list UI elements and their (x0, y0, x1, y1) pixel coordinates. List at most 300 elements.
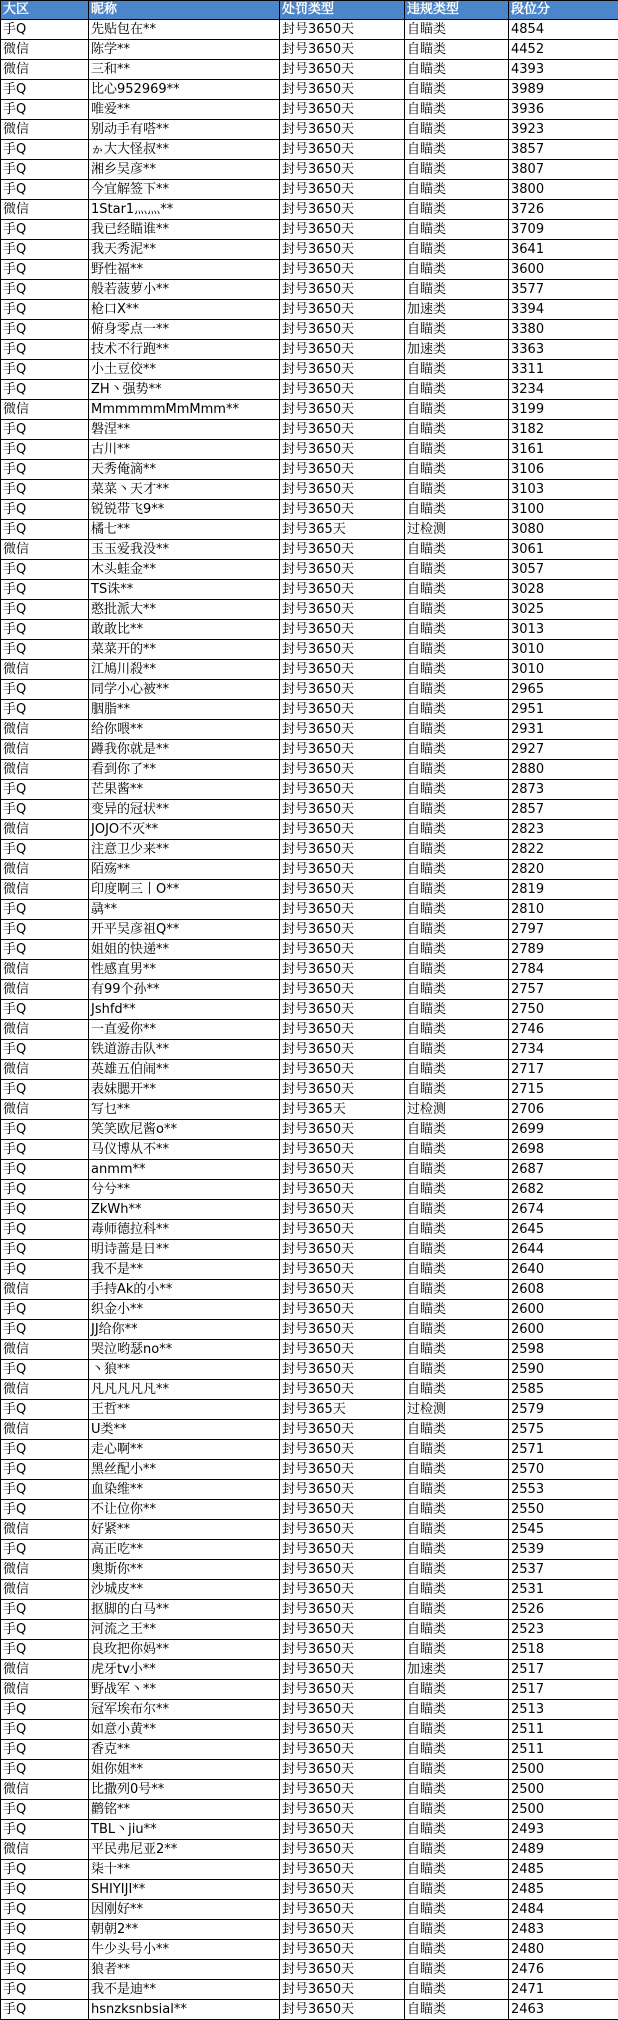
penalty-type-cell: 封号3650天 (280, 1000, 405, 1020)
region-cell: 手Q (1, 1500, 89, 1520)
region-cell: 手Q (1, 1860, 89, 1880)
region-cell: 手Q (1, 1640, 89, 1660)
penalty-type-cell: 封号3650天 (280, 560, 405, 580)
region-cell: 手Q (1, 520, 89, 540)
region-cell: 手Q (1, 1180, 89, 1200)
violation-type-cell: 自瞄类 (405, 1700, 509, 1720)
penalty-type-cell: 封号365天 (280, 520, 405, 540)
region-cell: 手Q (1, 480, 89, 500)
region-cell: 微信 (1, 1280, 89, 1300)
violation-type-cell: 自瞄类 (405, 1040, 509, 1060)
penalty-type-cell: 封号3650天 (280, 1180, 405, 1200)
nickname-cell: 湘乡吴彦** (89, 160, 280, 180)
rank-score-cell: 2480 (509, 1940, 618, 1960)
rank-score-cell: 2570 (509, 1460, 618, 1480)
table-row (1, 1480, 618, 1500)
penalty-type-cell: 封号3650天 (280, 1200, 405, 1220)
nickname-cell: 狼者** (89, 1960, 280, 1980)
penalty-type-cell: 封号3650天 (280, 980, 405, 1000)
region-cell: 手Q (1, 640, 89, 660)
region-cell: 手Q (1, 300, 89, 320)
violation-type-cell: 自瞄类 (405, 1960, 509, 1980)
rank-score-cell: 3600 (509, 260, 618, 280)
penalty-type-cell: 封号3650天 (280, 1020, 405, 1040)
penalty-type-cell: 封号3650天 (280, 1520, 405, 1540)
nickname-cell: 好紧** (89, 1520, 280, 1540)
region-cell: 微信 (1, 1380, 89, 1400)
rank-score-cell: 2526 (509, 1600, 618, 1620)
rank-score-cell: 2517 (509, 1660, 618, 1680)
violation-type-cell: 加速类 (405, 340, 509, 360)
table-row (1, 720, 618, 740)
nickname-cell: 天秀俺滴** (89, 460, 280, 480)
rank-score-cell: 2750 (509, 1000, 618, 1020)
penalty-type-cell: 封号3650天 (280, 900, 405, 920)
table-row (1, 1200, 618, 1220)
table-row (1, 960, 618, 980)
table-row (1, 860, 618, 880)
rank-score-cell: 2927 (509, 740, 618, 760)
nickname-cell: 高正吃** (89, 1540, 280, 1560)
penalty-type-cell: 封号3650天 (280, 400, 405, 420)
penalty-type-cell: 封号3650天 (280, 800, 405, 820)
rank-score-cell: 3010 (509, 660, 618, 680)
nickname-cell: 姐姐的快递** (89, 940, 280, 960)
nickname-cell: 明诗蔷是日** (89, 1240, 280, 1260)
nickname-cell: ZkWh** (89, 1200, 280, 1220)
nickname-cell: 哭泣哟瑟no** (89, 1340, 280, 1360)
region-cell: 手Q (1, 1480, 89, 1500)
violation-type-cell: 自瞄类 (405, 840, 509, 860)
table-row (1, 340, 618, 360)
violation-type-cell: 自瞄类 (405, 1500, 509, 1520)
violation-type-cell: 自瞄类 (405, 580, 509, 600)
nickname-cell: 英雄五伯闹** (89, 1060, 280, 1080)
table-row (1, 1280, 618, 1300)
rank-score-cell: 3103 (509, 480, 618, 500)
table-row (1, 240, 618, 260)
penalty-type-cell: 封号3650天 (280, 1320, 405, 1340)
violation-type-cell: 自瞄类 (405, 1980, 509, 2000)
violation-type-cell: 自瞄类 (405, 1920, 509, 1940)
violation-type-cell: 自瞄类 (405, 1260, 509, 1280)
rank-score-cell: 2511 (509, 1720, 618, 1740)
table-row (1, 620, 618, 640)
nickname-cell: 变异的冠状** (89, 800, 280, 820)
rank-score-cell: 3807 (509, 160, 618, 180)
nickname-cell: 良玫把你妈** (89, 1640, 280, 1660)
nickname-cell: 看到你了** (89, 760, 280, 780)
rank-score-cell: 2706 (509, 1100, 618, 1120)
nickname-cell: 印度啊三丨O** (89, 880, 280, 900)
region-cell: 微信 (1, 1340, 89, 1360)
violation-type-cell: 自瞄类 (405, 780, 509, 800)
nickname-cell: 开平吴彦祖Q** (89, 920, 280, 940)
nickname-cell: 有99个孙** (89, 980, 280, 1000)
penalty-type-cell: 封号3650天 (280, 1840, 405, 1860)
violation-type-cell: 自瞄类 (405, 1540, 509, 1560)
table-row (1, 480, 618, 500)
table-body (1, 20, 618, 2020)
rank-score-cell: 2715 (509, 1080, 618, 1100)
rank-score-cell: 4393 (509, 60, 618, 80)
table-row (1, 540, 618, 560)
table-row (1, 1500, 618, 1520)
violation-type-cell: 过检测 (405, 520, 509, 540)
header-violation-type: 违规类型 (405, 1, 509, 20)
nickname-cell: 丶狼** (89, 1360, 280, 1380)
table-row (1, 60, 618, 80)
nickname-cell: 我不是迪** (89, 1980, 280, 2000)
region-cell: 手Q (1, 1540, 89, 1560)
violation-type-cell: 自瞄类 (405, 420, 509, 440)
header-nickname: 昵称 (89, 1, 280, 20)
penalty-type-cell: 封号3650天 (280, 480, 405, 500)
rank-score-cell: 2483 (509, 1920, 618, 1940)
rank-score-cell: 3061 (509, 540, 618, 560)
table-row (1, 1100, 618, 1120)
table-row (1, 1160, 618, 1180)
nickname-cell: 虎牙tv小** (89, 1660, 280, 1680)
region-cell: 手Q (1, 920, 89, 940)
rank-score-cell: 2757 (509, 980, 618, 1000)
penalty-type-cell: 封号3650天 (280, 1780, 405, 1800)
penalty-type-cell: 封号3650天 (280, 40, 405, 60)
penalty-type-cell: 封号3650天 (280, 1760, 405, 1780)
violation-type-cell: 自瞄类 (405, 1340, 509, 1360)
region-cell: 手Q (1, 340, 89, 360)
nickname-cell: 香克** (89, 1740, 280, 1760)
violation-type-cell: 自瞄类 (405, 1800, 509, 1820)
violation-type-cell: 自瞄类 (405, 1780, 509, 1800)
table-row (1, 600, 618, 620)
rank-score-cell: 3010 (509, 640, 618, 660)
rank-score-cell: 3577 (509, 280, 618, 300)
violation-type-cell: 自瞄类 (405, 800, 509, 820)
violation-type-cell: 自瞄类 (405, 1320, 509, 1340)
region-cell: 手Q (1, 780, 89, 800)
nickname-cell: 一直爱你** (89, 1020, 280, 1040)
region-cell: 微信 (1, 1420, 89, 1440)
rank-score-cell: 2550 (509, 1500, 618, 1520)
violation-type-cell: 自瞄类 (405, 1720, 509, 1740)
violation-type-cell: 自瞄类 (405, 1880, 509, 1900)
table-row (1, 1820, 618, 1840)
nickname-cell: 奥斯你** (89, 1560, 280, 1580)
penalty-type-cell: 封号3650天 (280, 700, 405, 720)
table-row (1, 760, 618, 780)
rank-score-cell: 2523 (509, 1620, 618, 1640)
rank-score-cell: 2600 (509, 1300, 618, 1320)
region-cell: 手Q (1, 360, 89, 380)
table-row (1, 1040, 618, 1060)
penalty-type-cell: 封号3650天 (280, 380, 405, 400)
region-cell: 手Q (1, 1960, 89, 1980)
violation-type-cell: 自瞄类 (405, 1480, 509, 1500)
violation-type-cell: 自瞄类 (405, 1420, 509, 1440)
table-row (1, 80, 618, 100)
region-cell: 手Q (1, 1460, 89, 1480)
rank-score-cell: 2645 (509, 1220, 618, 1240)
penalty-type-cell: 封号3650天 (280, 740, 405, 760)
region-cell: 手Q (1, 1040, 89, 1060)
penalty-type-cell: 封号3650天 (280, 1640, 405, 1660)
table-row (1, 1880, 618, 1900)
region-cell: 微信 (1, 880, 89, 900)
nickname-cell: 俯身零点一** (89, 320, 280, 340)
rank-score-cell: 2579 (509, 1400, 618, 1420)
rank-score-cell: 2500 (509, 1760, 618, 1780)
violation-type-cell: 自瞄类 (405, 640, 509, 660)
region-cell: 手Q (1, 620, 89, 640)
nickname-cell: 平民弗尼亚2** (89, 1840, 280, 1860)
nickname-cell: 我不是** (89, 1260, 280, 1280)
region-cell: 微信 (1, 1780, 89, 1800)
region-cell: 手Q (1, 1760, 89, 1780)
penalty-type-cell: 封号3650天 (280, 840, 405, 860)
rank-score-cell: 2797 (509, 920, 618, 940)
penalty-type-cell: 封号3650天 (280, 620, 405, 640)
rank-score-cell: 3106 (509, 460, 618, 480)
penalty-type-cell: 封号3650天 (280, 1720, 405, 1740)
table-row (1, 220, 618, 240)
region-cell: 手Q (1, 900, 89, 920)
penalty-type-cell: 封号3650天 (280, 820, 405, 840)
penalty-type-cell: 封号3650天 (280, 1680, 405, 1700)
rank-score-cell: 2857 (509, 800, 618, 820)
region-cell: 手Q (1, 160, 89, 180)
violation-type-cell: 自瞄类 (405, 900, 509, 920)
rank-score-cell: 2687 (509, 1160, 618, 1180)
nickname-cell: 蹲我你就是** (89, 740, 280, 760)
table-row (1, 1120, 618, 1140)
nickname-cell: Jshfd** (89, 1000, 280, 1020)
nickname-cell: 骉** (89, 900, 280, 920)
penalty-type-cell: 封号3650天 (280, 720, 405, 740)
region-cell: 手Q (1, 1440, 89, 1460)
nickname-cell: 枪口X** (89, 300, 280, 320)
region-cell: 微信 (1, 540, 89, 560)
region-cell: 手Q (1, 1000, 89, 1020)
region-cell: 手Q (1, 1320, 89, 1340)
penalty-type-cell: 封号3650天 (280, 1500, 405, 1520)
nickname-cell: hsnzksnbsial** (89, 2000, 280, 2020)
nickname-cell: 菜菜开的** (89, 640, 280, 660)
table-row (1, 320, 618, 340)
rank-score-cell: 3923 (509, 120, 618, 140)
table-row (1, 820, 618, 840)
region-cell: 手Q (1, 600, 89, 620)
penalty-type-cell: 封号3650天 (280, 1080, 405, 1100)
violation-type-cell: 自瞄类 (405, 680, 509, 700)
violation-type-cell: 自瞄类 (405, 1300, 509, 1320)
nickname-cell: 菜菜丶天才** (89, 480, 280, 500)
violation-type-cell: 自瞄类 (405, 100, 509, 120)
violation-type-cell: 自瞄类 (405, 380, 509, 400)
region-cell: 手Q (1, 1260, 89, 1280)
region-cell: 微信 (1, 660, 89, 680)
penalty-type-cell: 封号3650天 (280, 120, 405, 140)
rank-score-cell: 2476 (509, 1960, 618, 1980)
table-row (1, 200, 618, 220)
nickname-cell: 牛少头号小** (89, 1940, 280, 1960)
penalty-type-cell: 封号3650天 (280, 1060, 405, 1080)
region-cell: 微信 (1, 960, 89, 980)
violation-type-cell: 自瞄类 (405, 140, 509, 160)
rank-score-cell: 2531 (509, 1580, 618, 1600)
nickname-cell: 给你喂** (89, 720, 280, 740)
nickname-cell: JOJO不灭** (89, 820, 280, 840)
table-row (1, 900, 618, 920)
nickname-cell: 沙城皮** (89, 1580, 280, 1600)
violation-type-cell: 自瞄类 (405, 600, 509, 620)
nickname-cell: 般若菠萝小** (89, 280, 280, 300)
nickname-cell: TBL丶jiu** (89, 1820, 280, 1840)
rank-score-cell: 4854 (509, 20, 618, 40)
table-row (1, 580, 618, 600)
rank-score-cell: 3013 (509, 620, 618, 640)
region-cell: 手Q (1, 700, 89, 720)
rank-score-cell: 3800 (509, 180, 618, 200)
violation-type-cell: 自瞄类 (405, 220, 509, 240)
violation-type-cell: 自瞄类 (405, 1620, 509, 1640)
rank-score-cell: 2484 (509, 1900, 618, 1920)
table-row (1, 1380, 618, 1400)
violation-type-cell: 自瞄类 (405, 1200, 509, 1220)
table-row (1, 980, 618, 1000)
region-cell: 手Q (1, 1880, 89, 1900)
violation-type-cell: 自瞄类 (405, 860, 509, 880)
rank-score-cell: 2590 (509, 1360, 618, 1380)
penalty-type-cell: 封号3650天 (280, 300, 405, 320)
rank-score-cell: 2789 (509, 940, 618, 960)
nickname-cell: 野战军丶** (89, 1680, 280, 1700)
header-row (1, 1, 618, 20)
penalty-type-cell: 封号3650天 (280, 1220, 405, 1240)
region-cell: 手Q (1, 20, 89, 40)
rank-score-cell: 2571 (509, 1440, 618, 1460)
table-row (1, 1640, 618, 1660)
penalty-type-cell: 封号3650天 (280, 1960, 405, 1980)
nickname-cell: anmm** (89, 1160, 280, 1180)
table-row (1, 1000, 618, 1020)
table-row (1, 1840, 618, 1860)
violation-type-cell: 自瞄类 (405, 400, 509, 420)
nickname-cell: 织金小** (89, 1300, 280, 1320)
nickname-cell: 抠脚的白马** (89, 1600, 280, 1620)
table-row (1, 1420, 618, 1440)
table-row (1, 660, 618, 680)
penalty-type-cell: 封号3650天 (280, 260, 405, 280)
region-cell: 手Q (1, 1200, 89, 1220)
penalty-type-cell: 封号3650天 (280, 1860, 405, 1880)
rank-score-cell: 2819 (509, 880, 618, 900)
region-cell: 微信 (1, 1580, 89, 1600)
rank-score-cell: 2518 (509, 1640, 618, 1660)
region-cell: 手Q (1, 420, 89, 440)
penalty-type-cell: 封号3650天 (280, 1280, 405, 1300)
violation-type-cell: 自瞄类 (405, 1460, 509, 1480)
region-cell: 手Q (1, 460, 89, 480)
violation-type-cell: 自瞄类 (405, 1360, 509, 1380)
penalty-type-cell: 封号365天 (280, 1400, 405, 1420)
table-row (1, 1900, 618, 1920)
table-row (1, 40, 618, 60)
table-row (1, 940, 618, 960)
violation-type-cell: 自瞄类 (405, 60, 509, 80)
violation-type-cell: 自瞄类 (405, 1380, 509, 1400)
violation-type-cell: 自瞄类 (405, 760, 509, 780)
penalty-type-cell: 封号3650天 (280, 760, 405, 780)
penalty-type-cell: 封号365天 (280, 1100, 405, 1120)
header-penalty-type: 处罚类型 (280, 1, 405, 20)
table-row (1, 1360, 618, 1380)
penalty-type-cell: 封号3650天 (280, 940, 405, 960)
rank-score-cell: 2699 (509, 1120, 618, 1140)
table-row (1, 1560, 618, 1580)
violation-type-cell: 自瞄类 (405, 920, 509, 940)
nickname-cell: 柒十** (89, 1860, 280, 1880)
penalty-type-cell: 封号3650天 (280, 660, 405, 680)
region-cell: 微信 (1, 740, 89, 760)
penalty-type-cell: 封号3650天 (280, 1740, 405, 1760)
region-cell: 手Q (1, 1140, 89, 1160)
penalty-type-cell: 封号3650天 (280, 1380, 405, 1400)
violation-type-cell: 自瞄类 (405, 560, 509, 580)
rank-score-cell: 2575 (509, 1420, 618, 1440)
region-cell: 手Q (1, 1620, 89, 1640)
nickname-cell: 江鳩川殺** (89, 660, 280, 680)
region-cell: 微信 (1, 860, 89, 880)
region-cell: 手Q (1, 1980, 89, 2000)
nickname-cell: 血染维** (89, 1480, 280, 1500)
table-row (1, 2000, 618, 2020)
violation-type-cell: 自瞄类 (405, 160, 509, 180)
nickname-cell: ゕ大大怪叔** (89, 140, 280, 160)
violation-type-cell: 自瞄类 (405, 120, 509, 140)
rank-score-cell: 2500 (509, 1800, 618, 1820)
rank-score-cell: 2640 (509, 1260, 618, 1280)
table-row (1, 560, 618, 580)
table-row (1, 380, 618, 400)
nickname-cell: 木头蛙金** (89, 560, 280, 580)
nickname-cell: 三和** (89, 60, 280, 80)
nickname-cell: 不让位你** (89, 1500, 280, 1520)
penalty-type-cell: 封号3650天 (280, 1800, 405, 1820)
violation-type-cell: 自瞄类 (405, 180, 509, 200)
violation-type-cell: 自瞄类 (405, 1860, 509, 1880)
nickname-cell: 橘七** (89, 520, 280, 540)
penalty-type-cell: 封号3650天 (280, 1040, 405, 1060)
table-row (1, 1660, 618, 1680)
region-cell: 微信 (1, 1560, 89, 1580)
header-region: 大区 (1, 1, 89, 20)
region-cell: 微信 (1, 1100, 89, 1120)
nickname-cell: 芒果酱** (89, 780, 280, 800)
table-row (1, 920, 618, 940)
nickname-cell: 比心952969** (89, 80, 280, 100)
rank-score-cell: 2553 (509, 1480, 618, 1500)
rank-score-cell: 2539 (509, 1540, 618, 1560)
rank-score-cell: 3080 (509, 520, 618, 540)
violation-type-cell: 加速类 (405, 300, 509, 320)
nickname-cell: JJ给你** (89, 1320, 280, 1340)
region-cell: 手Q (1, 1160, 89, 1180)
nickname-cell: 小土豆佼** (89, 360, 280, 380)
table-row (1, 260, 618, 280)
rank-score-cell: 3380 (509, 320, 618, 340)
nickname-cell: 陌殇** (89, 860, 280, 880)
